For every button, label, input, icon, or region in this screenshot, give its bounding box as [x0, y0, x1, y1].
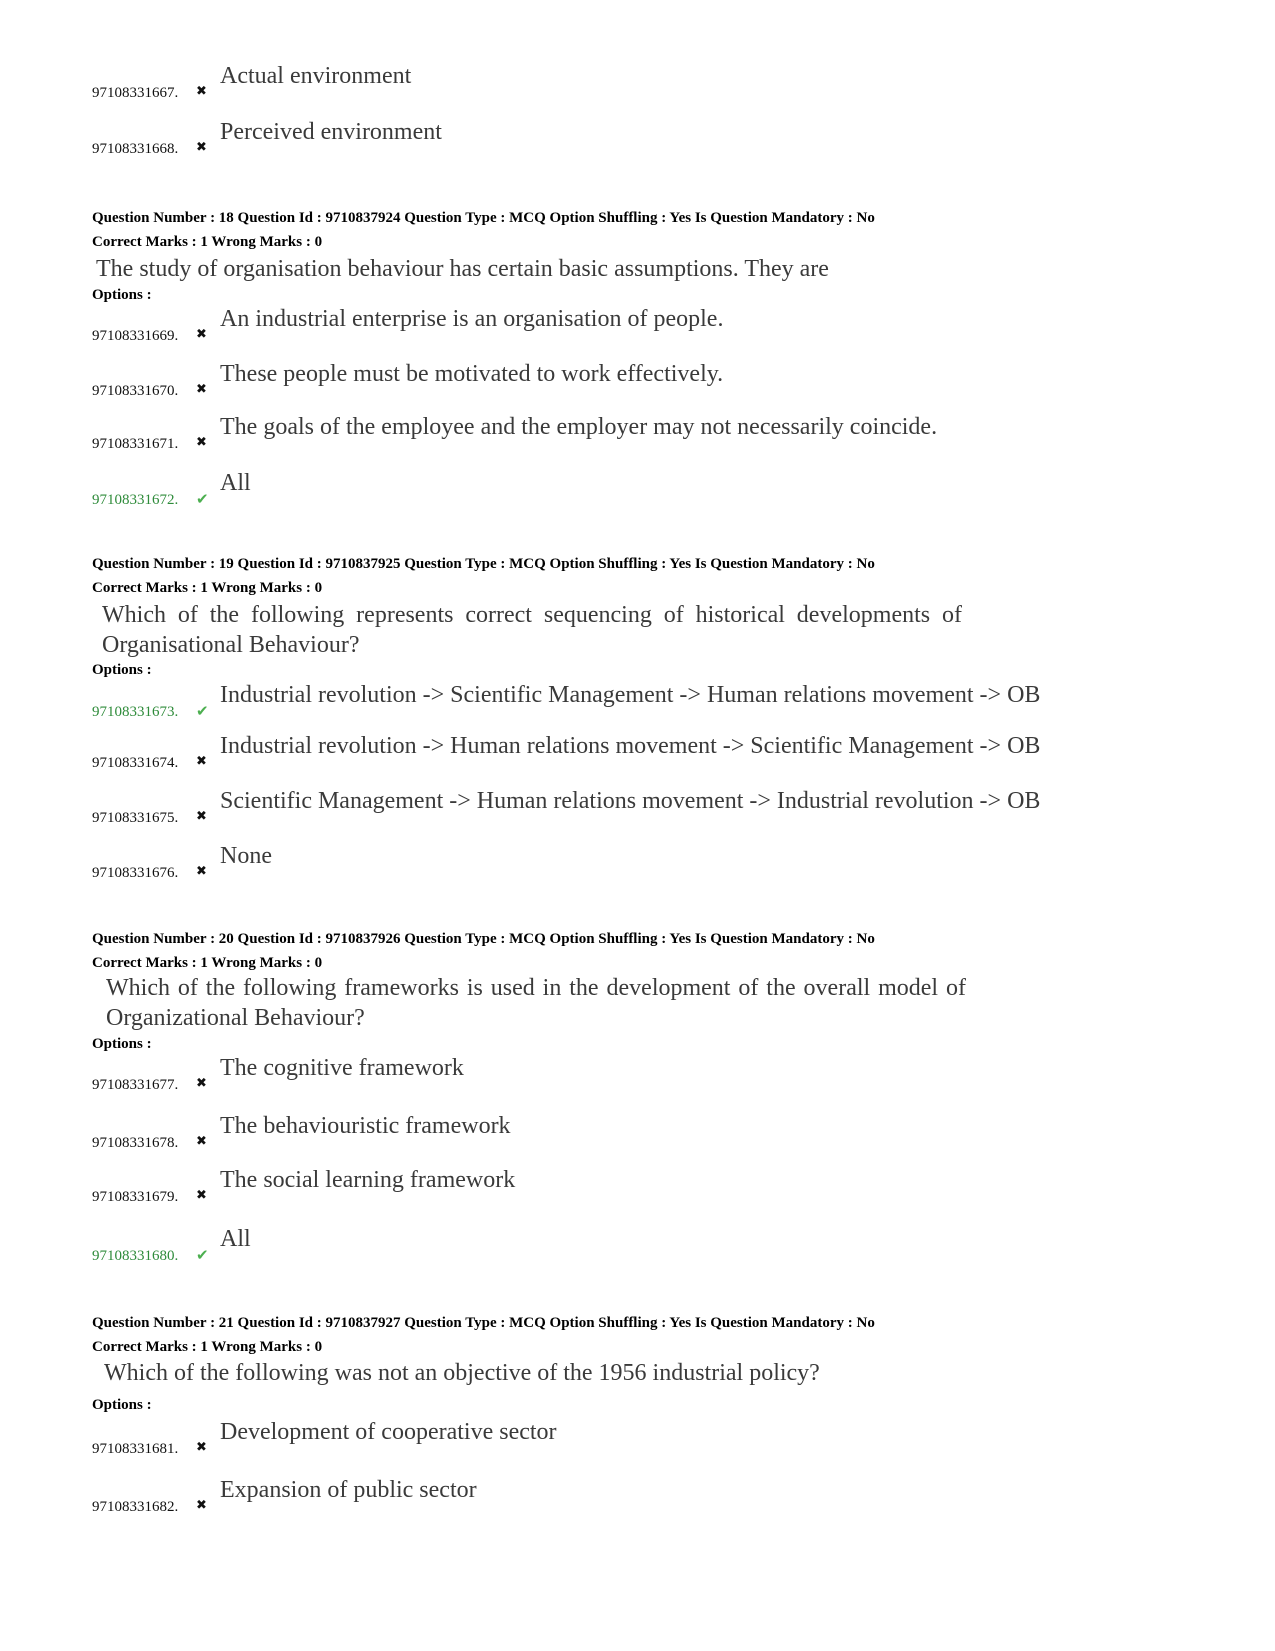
cross-icon: ✖	[196, 864, 207, 879]
question-header	[92, 927, 1212, 975]
option-row-correct	[92, 469, 1192, 509]
option-id: 97108331679.	[92, 1189, 179, 1205]
question-header	[92, 206, 1212, 254]
question-text: Which of the following frameworks is used in the development of the overall model of Organizational Behaviour?	[106, 975, 966, 1031]
option-id: 97108331680.	[92, 1248, 179, 1264]
option-id: 97108331681.	[92, 1441, 179, 1457]
question-meta: Question Number : 18 Question Id : 9710837924 Question Type : MCQ Option Shuffling : Yes Is Question Mandatory : No	[92, 210, 875, 226]
option-text: Expansion of public sector	[220, 1477, 477, 1503]
options-label: Options :	[92, 287, 152, 303]
option-id: 97108331671.	[92, 436, 179, 452]
options-label: Options :	[92, 1036, 152, 1052]
check-icon: ✔	[196, 1246, 209, 1264]
option-row	[92, 1054, 1192, 1094]
option-id: 97108331670.	[92, 383, 179, 399]
option-id: 97108331673.	[92, 704, 179, 720]
cross-icon: ✖	[196, 1498, 207, 1513]
option-row	[92, 732, 1192, 772]
option-id: 97108331675.	[92, 810, 179, 826]
option-row	[92, 842, 1192, 882]
cross-icon: ✖	[196, 809, 207, 824]
question-marks: Correct Marks : 1 Wrong Marks : 0	[92, 955, 323, 971]
option-text: The cognitive framework	[220, 1055, 464, 1081]
question-text: The study of organisation behaviour has certain basic assumptions. They are	[96, 256, 829, 282]
option-text: Industrial revolution -> Scientific Management -> Human relations movement -> OB	[220, 682, 1041, 708]
option-text: Industrial revolution -> Human relations movement -> Scientific Management -> OB	[220, 733, 1041, 759]
option-id: 97108331676.	[92, 865, 179, 881]
question-marks: Correct Marks : 1 Wrong Marks : 0	[92, 1339, 323, 1355]
option-row	[92, 360, 1192, 400]
option-id: 97108331667.	[92, 85, 179, 101]
option-id: 97108331677.	[92, 1077, 179, 1093]
question-header	[92, 552, 1212, 600]
option-text: Actual environment	[220, 63, 412, 89]
cross-icon: ✖	[196, 1440, 207, 1455]
option-text: The social learning framework	[220, 1167, 516, 1193]
cross-icon: ✖	[196, 84, 207, 99]
option-text: Scientific Management -> Human relations movement -> Industrial revolution -> OB	[220, 788, 1041, 814]
cross-icon: ✖	[196, 754, 207, 769]
question-text: Which of the following was not an objective of the 1956 industrial policy?	[104, 1360, 820, 1386]
option-row-correct	[92, 1225, 1192, 1265]
option-id: 97108331682.	[92, 1499, 179, 1515]
option-row	[92, 1166, 1192, 1206]
question-meta: Question Number : 19 Question Id : 9710837925 Question Type : MCQ Option Shuffling : Yes Is Question Mandatory : No	[92, 556, 875, 572]
option-text: None	[220, 843, 272, 869]
question-marks: Correct Marks : 1 Wrong Marks : 0	[92, 234, 323, 250]
cross-icon: ✖	[196, 327, 207, 342]
question-meta: Question Number : 21 Question Id : 9710837927 Question Type : MCQ Option Shuffling : Yes Is Question Mandatory : No	[92, 1315, 875, 1331]
option-text: These people must be motivated to work effectively.	[220, 361, 724, 387]
option-row	[92, 787, 1192, 827]
option-id: 97108331669.	[92, 328, 179, 344]
cross-icon: ✖	[196, 435, 207, 450]
cross-icon: ✖	[196, 1188, 207, 1203]
check-icon: ✔	[196, 702, 209, 720]
question-header	[92, 1311, 1212, 1359]
option-text: Perceived environment	[220, 119, 442, 145]
cross-icon: ✖	[196, 1076, 207, 1091]
option-id: 97108331674.	[92, 755, 179, 771]
options-label: Options :	[92, 1397, 152, 1413]
option-text: The behaviouristic framework	[220, 1113, 511, 1139]
option-row	[92, 1418, 1192, 1458]
cross-icon: ✖	[196, 382, 207, 397]
option-row-correct	[92, 681, 1192, 721]
option-row	[92, 1112, 1192, 1152]
option-row	[92, 118, 1192, 158]
option-row	[92, 305, 1192, 345]
option-text: An industrial enterprise is an organisation of people.	[220, 306, 724, 332]
option-text: All	[220, 1226, 251, 1252]
option-id: 97108331672.	[92, 492, 179, 508]
check-icon: ✔	[196, 490, 209, 508]
cross-icon: ✖	[196, 140, 207, 155]
cross-icon: ✖	[196, 1134, 207, 1149]
option-row	[92, 1476, 1192, 1516]
option-row	[92, 413, 1192, 453]
option-text: All	[220, 470, 251, 496]
option-text: Development of cooperative sector	[220, 1419, 557, 1445]
question-text: Which of the following represents correct sequencing of historical developments of Organisational Behaviour?	[102, 602, 962, 658]
option-id: 97108331678.	[92, 1135, 179, 1151]
option-row	[92, 62, 1192, 102]
option-text: The goals of the employee and the employer may not necessarily coincide.	[220, 414, 938, 440]
question-meta: Question Number : 20 Question Id : 9710837926 Question Type : MCQ Option Shuffling : Yes Is Question Mandatory : No	[92, 931, 875, 947]
options-label: Options :	[92, 662, 152, 678]
option-id: 97108331668.	[92, 141, 179, 157]
question-marks: Correct Marks : 1 Wrong Marks : 0	[92, 580, 323, 596]
